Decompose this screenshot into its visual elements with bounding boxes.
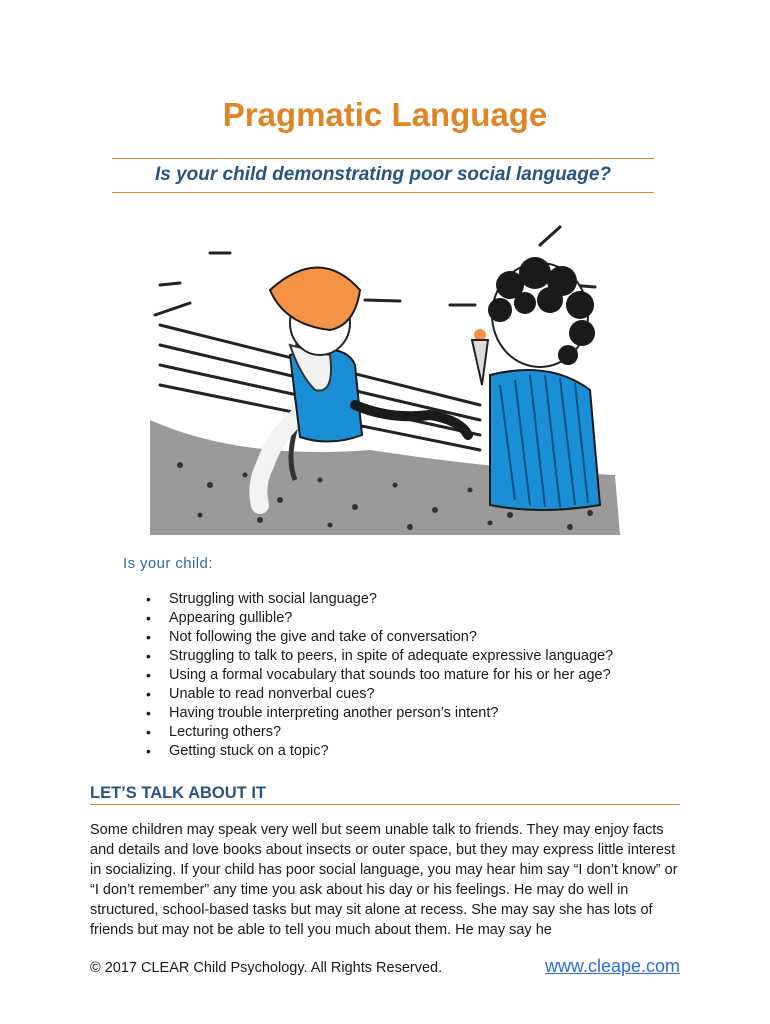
list-item: • Using a formal vocabulary that sounds too mature for his or her age? [139, 666, 613, 685]
list-item: • Not following the give and take of conversation? [139, 628, 613, 647]
list-item: • Struggling to talk to peers, in spite of adequate expressive language? [139, 647, 613, 666]
section-heading: LET’S TALK ABOUT IT [90, 784, 266, 802]
list-item: • Appearing gullible? [139, 609, 613, 628]
website-link[interactable]: www.cleape.com [544, 956, 680, 976]
body-paragraph: Some children may speak very well but seem unable talk to friends. They may enjoy facts and details and love books about insects or outer space, but they may express little interest in socializing. If your child has poor social language, you may hear him say “I don’t know” or “I don’t remember” any time you ask about his day or his feelings. He may do well in structured, school-based tasks but may sit alone at recess. She may say she has lots of friends but may not be able to tell you much about them. He may say he [90, 822, 678, 938]
subtitle-bottom-rule [112, 192, 654, 193]
list-item: • Having trouble interpreting another person’s intent? [139, 704, 613, 723]
children-on-bench-illustration [150, 215, 620, 535]
list-item: • Getting stuck on a topic? [139, 742, 613, 761]
list-item: • Unable to read nonverbal cues? [139, 685, 613, 704]
list-item: • Struggling with social language? [139, 590, 613, 609]
subtitle-top-rule [112, 158, 654, 159]
page-title: Pragmatic Language [222, 96, 548, 133]
footer-copyright: © 2017 CLEAR Child Psychology. All Rights Reserved. [90, 960, 443, 976]
section-rule [90, 804, 680, 805]
symptom-list [139, 590, 613, 761]
question-intro: Is your child: [123, 555, 213, 572]
page-subtitle: Is your child demonstrating poor social language? [154, 164, 612, 185]
list-item: • Lecturing others? [139, 723, 613, 742]
